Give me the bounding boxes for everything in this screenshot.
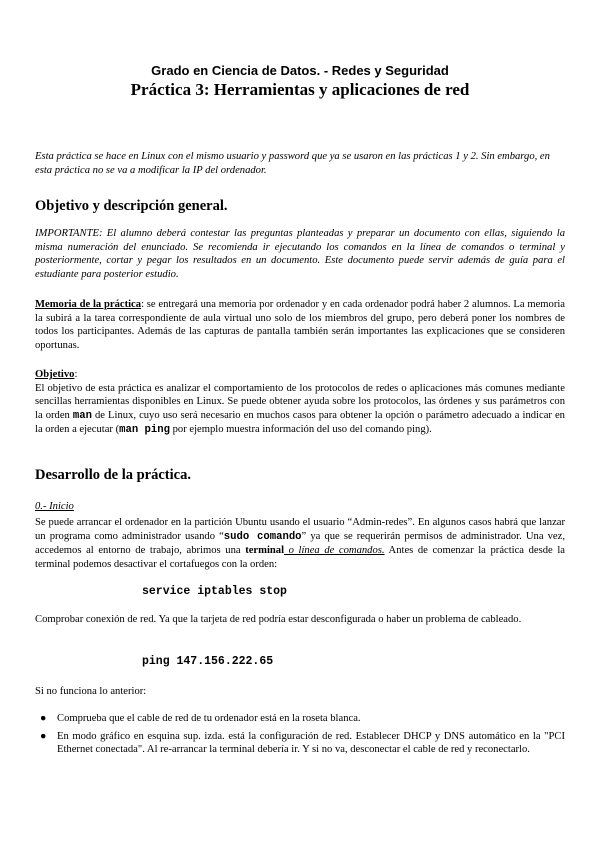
intro-paragraph: Esta práctica se hace en Linux con el mismo usuario y password que ya se usaron en las prácticas 1 y 2. Sin embargo, en esta práctica no se va a modificar la IP del ordenador. [35,151,550,176]
sudo-command: sudo comando [223,530,302,543]
terminal-word: terminal [245,545,285,557]
ping-command: ping 147.156.222.65 [142,655,274,668]
memoria-label: Memoria de la práctica [35,299,142,310]
troubleshoot-list [35,712,565,761]
inicio-text-a: Se puede arrancar el ordenador en la partición Ubuntu usando el usuario “Admin-redes”. En algunos casos habrá que lanzar un programa como administrador usando “ [35,517,565,542]
iptables-command: service iptables stop [142,585,287,598]
important-paragraph: IMPORTANTE: El alumno deberá contestar las preguntas planteadas y preparar un documento con ellas, siguiendo la misma numeración del enunciado. Se recomienda ir ejecutando los comandos en la línea de comandos o terminal y posteriormente, cortar y pegar los resultados en un documento. Este documento puede servir además de guía para el estudiante para posterior estudio. [35,228,565,280]
inicio-paragraph [35,516,565,571]
objetivo-text-1: El objetivo de esta práctica es analizar el comportamiento de los protocolos de redes o aplicaciones más comunes mediante sencillas herramientas disponibles en Linux. Se puede obtener ayuda sobre los protocolos, las órdenes y sus parámetros con la orden [35,382,565,421]
man-command: man [72,409,92,422]
list-item-text: En modo gráfico en esquina sup. izda. está la configuración de red. Establecer DHCP y DNS automático en la "PCI Ethernet conectada". Al re-arrancar la terminal debería ir. Y si no va, desconectar el cable de red y reconectarlo. [57,730,565,756]
objetivo-label: Objetivo [35,369,75,380]
connection-paragraph: Comprobar conexión de red. Ya que la tarjeta de red podría estar desconfigurada o haber un problema de cableado. [35,614,522,625]
course-header: Grado en Ciencia de Datos. - Redes y Seguridad [151,63,449,78]
memoria-paragraph [35,298,565,352]
objetivo-text-2: de Linux, cuyo uso será necesario en muchos casos para obtener la opción o parámetro adecuado a indicar en la orden a ejecutar ( [35,409,565,436]
memoria-text: : se entregará una memoria por ordenador y en cada ordenador podrá haber 2 alumnos. La memoria la subirá a la tarea correspondiente de aula virtual uno solo de los miembros del grupo, pero deberá poner los nombres de todos los participantes. Además de las capturas de pantalla también serán importantes las explicaciones que se consideren oportunas. [35,299,565,351]
fallback-paragraph: Si no funciona lo anterior: [35,686,147,697]
list-item [35,730,565,757]
practice-title: Práctica 3: Herramientas y aplicaciones de red [130,80,470,99]
objetivo-text-3: por ejemplo muestra información del uso del comando ping). [169,424,432,436]
subsection-inicio: 0.- Inicio [35,501,74,512]
list-item [35,712,565,726]
man-ping-command: man ping [119,424,170,437]
section-heading-development: Desarrollo de la práctica. [35,467,191,483]
inicio-text-b: ” ya que se requerirán permisos de administrador. Una vez, accedemos al entorno de trabajo, abrimos una [35,530,565,557]
bullet-icon: ● [40,730,47,742]
inicio-text-c: Antes de comenzar la práctica desde la terminal podemos desactivar el cortafuegos con la orden: [35,545,565,570]
list-item-text: Comprueba que el cable de red de tu ordenador está en la roseta blanca. [57,713,361,724]
linea-comandos: o línea de comandos. [284,545,385,557]
objetivo-paragraph [35,368,565,438]
bullet-icon: ● [40,713,47,724]
section-heading-objective: Objetivo y descripción general. [35,198,228,214]
objetivo-colon: : [74,369,78,380]
